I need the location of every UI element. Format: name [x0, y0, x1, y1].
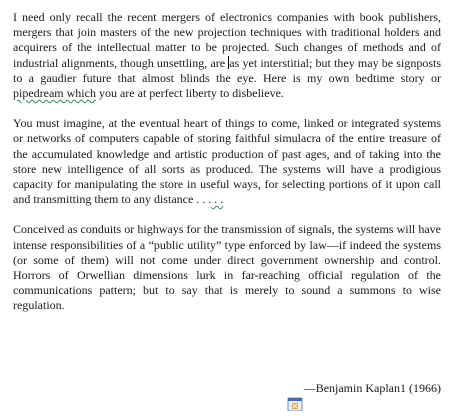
paragraph-2-text: You must imagine, at the eventual heart of things to come, linked or integrated systems or networks of computers capable of storing faithful simulacra of the entire treasure of the accumulated knowledge and artistic production of past ages, and of taking into the store new intelligence of all sorts as produced. The systems will have a prodigious capacity for manipulating the store in useful ways, for selecting portions of it upon call and transmitting them to any distance . . .: [13, 116, 441, 207]
grammar-flagged-ellipsis[interactable]: . .: [211, 192, 224, 207]
grammar-flagged-text[interactable]: pipedream which: [13, 86, 96, 101]
attribution: —Benjamin Kaplan1 (1966): [303, 381, 441, 395]
document-body[interactable]: [13, 10, 441, 329]
paragraph-2[interactable]: [13, 116, 441, 207]
document-edit-icon[interactable]: [287, 397, 303, 411]
paragraph-1-text-c: you are at perfect liberty to disbelieve.: [95, 86, 284, 101]
paragraph-1-text-b: as yet interstitial; but they may be signposts to a gaudier future that almost blinds the eye. Here is my own bedtime story or: [13, 55, 441, 85]
document-edit-icon-graphic: [287, 397, 303, 411]
paragraph-3-text: Conceived as conduits or highways for the transmission of signals, the systems will have intense responsibilities of a “public utility” type enforced by law—if indeed the systems (or some of them) will not come under direct government ownership and control. Horrors of Orwellian dimensions lurk in far-reaching official regulation of the communications pattern; but to say that is merely to sound a summons to wise regulation.: [13, 222, 441, 313]
paragraph-1[interactable]: [13, 10, 441, 101]
paragraph-1-text-a: I need only recall the recent mergers of electronics companies with book publishers, mergers that join masters of the new projection techniques with traditional holders and acquirers of the intellectual matter to be projected. Such changes of methods and of industrial alignments, though unsettling, are: [13, 10, 441, 70]
paragraph-3[interactable]: [13, 222, 441, 313]
